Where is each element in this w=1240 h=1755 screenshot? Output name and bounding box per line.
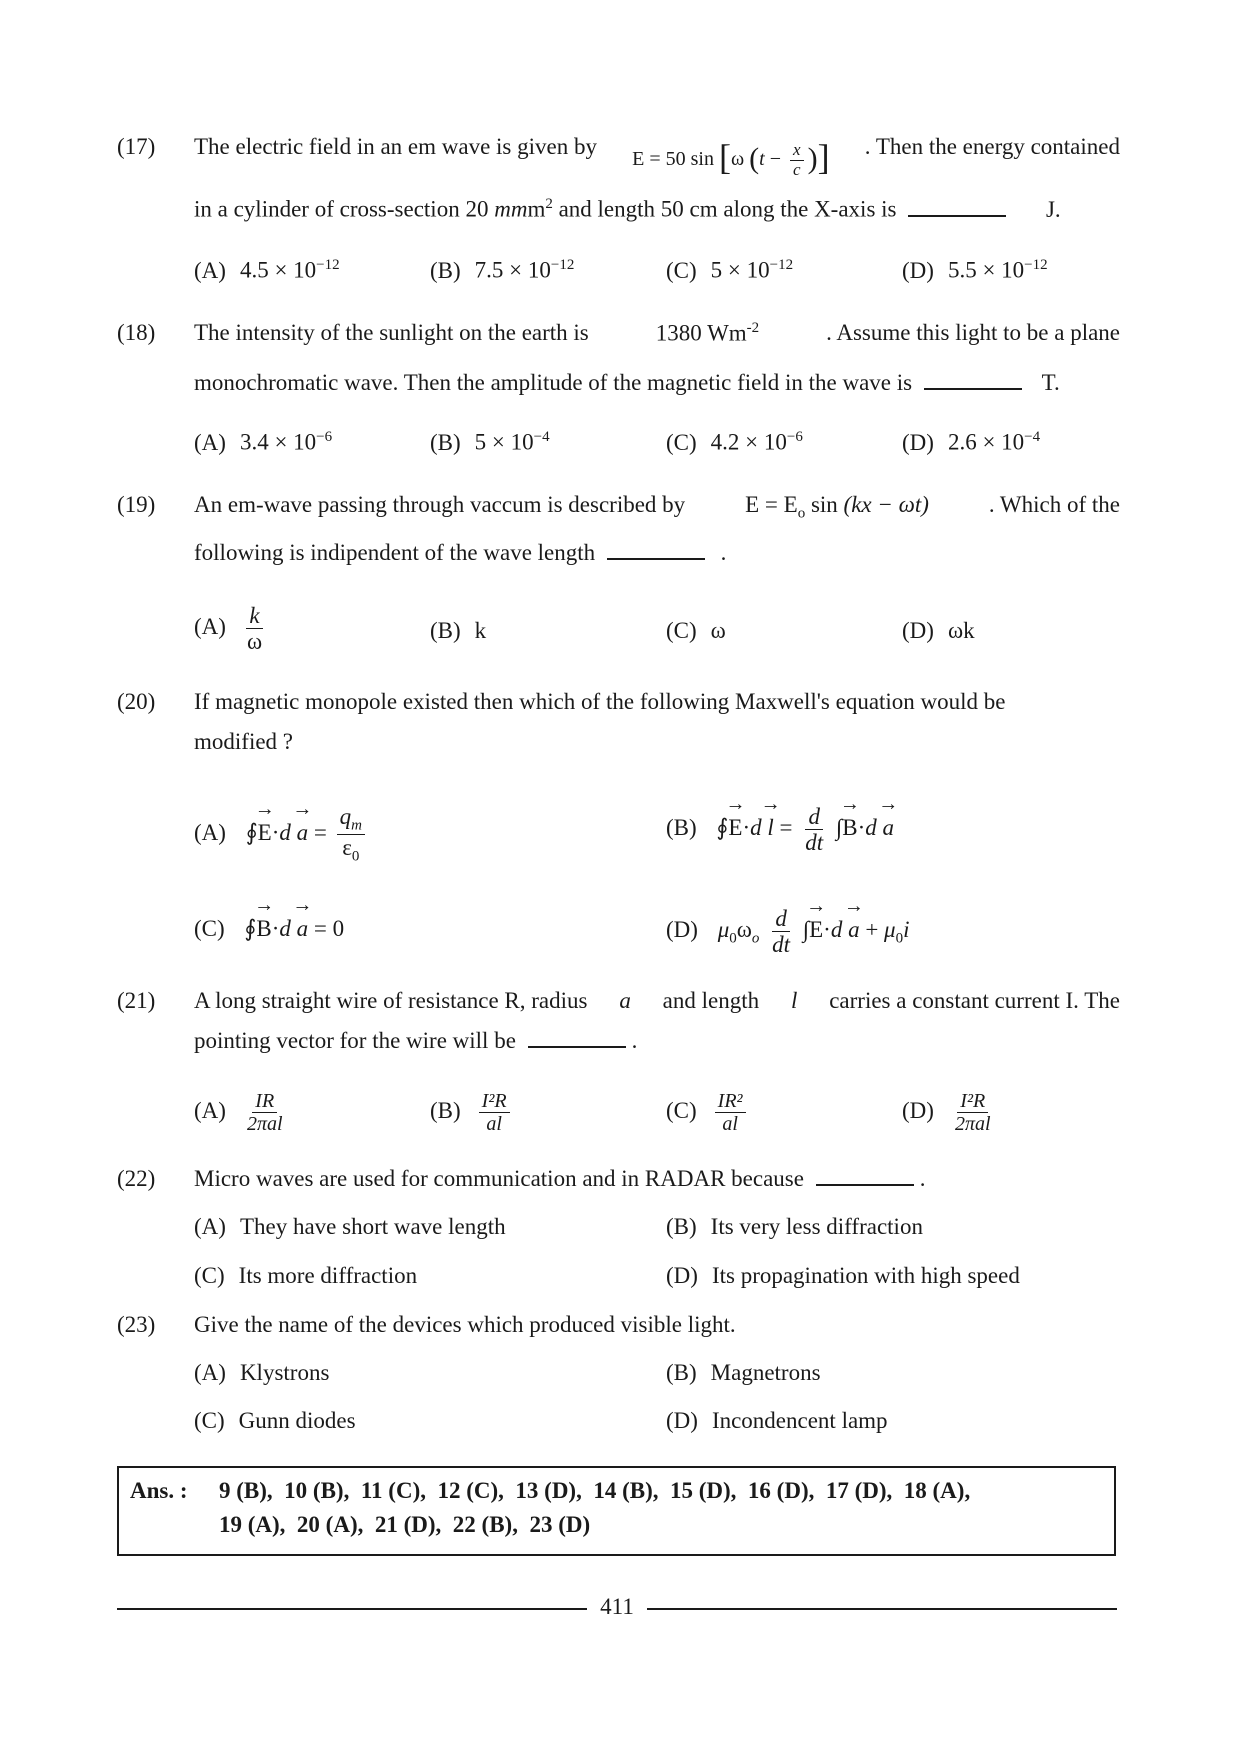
option-label: (D) <box>666 917 698 943</box>
q17-text3: in a cylinder of cross-section 20 <box>194 196 489 222</box>
option-fraction <box>802 804 826 856</box>
mu-symbol: μ <box>884 917 896 943</box>
option-label: (A) <box>194 1097 226 1123</box>
fraction-num: I²R <box>957 1090 988 1113</box>
q21-a: a <box>619 988 631 1013</box>
q19-blank <box>607 540 705 560</box>
plus: + <box>865 917 879 943</box>
option-label: (C) <box>194 1408 225 1433</box>
fraction-den: ε <box>342 835 352 861</box>
answer-box <box>117 1466 1116 1556</box>
q23-option-c[interactable] <box>194 1408 356 1434</box>
q21-option-a[interactable] <box>194 1090 290 1135</box>
int-symbol: ∫ <box>802 917 810 943</box>
q17-sq: 2 <box>545 196 553 212</box>
q20-text2: modified ? <box>194 729 293 754</box>
q17-text5: J. <box>1045 196 1061 222</box>
q21-text5: . <box>631 1028 638 1053</box>
option-value: 4.5 × 10 <box>239 257 317 283</box>
oint-symbol: ∮ <box>245 819 258 845</box>
answer-line-2: 19 (A), 20 (A), 21 (D), 22 (B), 23 (D) <box>219 1512 591 1537</box>
q18-option-a[interactable] <box>194 429 332 456</box>
answer-line-1: 9 (B), 10 (B), 11 (C), 12 (C), 13 (D), 14 (B), 15 (D), 16 (D), 17 (D), 18 (A), <box>219 1478 971 1503</box>
q23-number: (23) <box>117 1312 156 1337</box>
vector-a: → a <box>848 917 860 943</box>
d-symbol: d <box>279 819 291 845</box>
q17-number: (17) <box>117 134 156 159</box>
fraction-den: al <box>722 1113 738 1135</box>
option-label: (D) <box>902 1097 934 1123</box>
q20-option-c[interactable] <box>194 916 344 942</box>
q23-text1: Give the name of the devices which produced visible light. <box>194 1312 736 1337</box>
q20-option-a[interactable] <box>194 804 369 865</box>
equals: = <box>313 819 327 845</box>
q18-blank <box>924 370 1022 390</box>
q21-option-c[interactable] <box>666 1090 750 1135</box>
option-label: (C) <box>666 618 697 643</box>
d-symbol: d <box>750 815 762 841</box>
option-label: (B) <box>666 1214 697 1239</box>
option-label: (C) <box>666 429 697 455</box>
q18-line2 <box>194 370 1060 396</box>
fraction-num: d <box>805 804 823 830</box>
equals-zero: = 0 <box>313 916 345 941</box>
option-value: 5.5 × 10 <box>947 257 1025 283</box>
q23-option-b[interactable] <box>666 1360 821 1386</box>
option-value: 4.2 × 10 <box>710 429 787 455</box>
option-label: (D) <box>666 1263 698 1288</box>
q18-exp: -2 <box>746 320 760 336</box>
q17-text1: The electric field in an em wave is given by <box>194 134 597 159</box>
dot-symbol: · <box>271 916 280 941</box>
option-label: (B) <box>430 257 461 283</box>
option-label: (A) <box>194 1214 226 1239</box>
q22-option-a[interactable] <box>194 1214 506 1240</box>
q20-line1 <box>194 689 1120 715</box>
q22-line1 <box>194 1166 925 1192</box>
q18-text1: The intensity of the sunlight on the earth is <box>194 320 589 345</box>
q20-option-d[interactable] <box>666 906 909 958</box>
q20-line2 <box>194 729 293 755</box>
q21-number: (21) <box>117 988 156 1013</box>
q22-text2: . <box>919 1166 926 1191</box>
option-label: (A) <box>194 257 226 283</box>
q20-text1: If magnetic monopole existed then which of the following Maxwell's equation would be <box>194 689 1006 714</box>
vector-a: → a <box>297 916 309 942</box>
q19-line2 <box>194 540 726 566</box>
option-fraction <box>337 804 365 865</box>
option-label: (C) <box>194 916 225 941</box>
q19-option-d[interactable] <box>902 618 975 644</box>
q17-equation: E = 50 sin [ω (t − $\frac{x}{c}$ )] <box>632 137 830 179</box>
option-label: (A) <box>194 429 226 455</box>
i-symbol: i <box>903 917 910 943</box>
q23-line1 <box>194 1312 736 1338</box>
int-symbol: ∫ <box>835 815 843 841</box>
option-value: ωk <box>947 618 975 643</box>
option-fraction <box>244 603 265 655</box>
option-label: (D) <box>666 1408 698 1433</box>
q20-option-b[interactable]: (B) ∮→ E·d → l = $\frac{d}{dt}$ ∫→ B·d → a <box>666 804 894 856</box>
mu-sub: 0 <box>895 930 904 947</box>
q19-option-c[interactable] <box>666 618 726 644</box>
q17-line2: in a cylinder of cross-section 20 mmm$^2$ and length 50 cm along the X-axis is J. <box>194 196 1061 222</box>
footer-rule-right <box>647 1608 1117 1610</box>
oint-symbol: ∮ <box>716 815 729 841</box>
option-value: Gunn diodes <box>238 1408 356 1433</box>
q17-x-over-c <box>790 141 804 179</box>
q17-option-b[interactable] <box>430 257 574 284</box>
option-value: k <box>474 618 487 643</box>
q18-line1 <box>194 320 1120 347</box>
q19-text3: following is indipendent of the wave length <box>194 540 596 565</box>
q19-arg: (kx − ωt) <box>843 492 929 517</box>
q19-sin: sin <box>810 492 838 517</box>
q17-option-d[interactable] <box>902 257 1048 284</box>
q18-val: 1380 Wm <box>655 320 747 346</box>
option-value: Its very less diffraction <box>710 1214 923 1239</box>
option-exp: −4 <box>1024 429 1041 445</box>
option-exp: −6 <box>786 429 803 445</box>
q21-text4: pointing vector for the wire will be <box>194 1028 516 1053</box>
q21-text2: and length <box>662 988 760 1013</box>
answer-label: Ans. : <box>130 1478 188 1503</box>
q19-text2: . Which of the <box>988 492 1120 517</box>
q22-option-c[interactable] <box>194 1263 417 1289</box>
option-exp: −6 <box>316 429 333 445</box>
fraction-num: IR² <box>715 1090 746 1113</box>
fraction-den: 2πal <box>954 1113 991 1135</box>
vector-b: → B <box>256 916 271 942</box>
option-label: (B) <box>666 1360 697 1385</box>
q17-option-a[interactable] <box>194 257 340 284</box>
fraction-den: dt <box>805 830 824 856</box>
vector-l: → l <box>767 815 773 841</box>
q17-c: c <box>793 159 801 179</box>
q18-text3: monochromatic wave. Then the amplitude of the magnetic field in the wave is <box>194 370 913 395</box>
q21-option-d[interactable] <box>902 1090 998 1135</box>
fraction-num: q <box>339 804 352 829</box>
q18-option-d[interactable] <box>902 429 1040 456</box>
q21-option-b[interactable] <box>430 1090 514 1135</box>
q18-text2: . Assume this light to be a plane <box>826 320 1120 345</box>
q18-text4: T. <box>1041 370 1060 395</box>
option-value: ω <box>710 618 726 643</box>
omega-symbol: ω <box>736 917 752 943</box>
option-fraction <box>244 1090 286 1135</box>
q19-text4: . <box>720 540 727 565</box>
d-symbol: d <box>865 815 877 841</box>
option-exp: −4 <box>533 429 550 445</box>
vector-a: → a <box>882 815 894 841</box>
option-value: Incondencent lamp <box>711 1408 888 1433</box>
q21-blank <box>528 1028 626 1048</box>
fraction-num-sub: m <box>351 817 362 834</box>
mu-sub: 0 <box>729 930 737 947</box>
fraction-num: k <box>246 603 262 629</box>
fraction-num: IR <box>252 1090 277 1113</box>
page-number: 411 <box>600 1594 634 1619</box>
q22-number: (22) <box>117 1166 156 1191</box>
option-label: (C) <box>666 257 697 283</box>
option-label: (B) <box>666 815 697 841</box>
q17-text2: . Then the energy contained <box>864 134 1120 159</box>
mu-symbol: μ <box>717 917 730 943</box>
option-label: (B) <box>430 429 461 455</box>
q21-text1: A long straight wire of resistance R, radius <box>194 988 588 1013</box>
q17-mm: mm <box>494 196 528 222</box>
q21-text3: carries a constant current I. The <box>829 988 1120 1013</box>
q22-text1: Micro waves are used for communication and in RADAR because <box>194 1166 804 1191</box>
option-fraction <box>715 1090 746 1135</box>
dot-symbol: · <box>742 815 751 841</box>
option-fraction <box>952 1090 994 1135</box>
option-value: Klystrons <box>239 1360 330 1385</box>
q17-t: t <box>759 148 765 170</box>
q19-eq-sub: o <box>797 505 806 522</box>
fraction-den-sub: 0 <box>351 848 360 865</box>
q18-option-b[interactable] <box>430 429 550 456</box>
option-exp: −12 <box>550 257 575 273</box>
option-label: (A) <box>194 1360 226 1385</box>
d-symbol: d <box>830 917 843 943</box>
q18-value <box>656 320 759 347</box>
q17-x: x <box>790 141 804 161</box>
oint-symbol: ∮ <box>244 916 257 941</box>
option-exp: −12 <box>1024 257 1048 273</box>
q18-number: (18) <box>117 320 156 345</box>
equals: = <box>779 815 793 841</box>
vector-e: → E <box>809 917 823 943</box>
fraction-den: ω <box>246 629 263 655</box>
q19-equation <box>745 492 929 523</box>
q21-line1 <box>194 988 1120 1014</box>
footer-rule-left <box>117 1608 587 1610</box>
option-label: (D) <box>902 618 934 643</box>
option-value: 3.4 × 10 <box>239 429 317 455</box>
fraction-den: al <box>486 1113 502 1135</box>
q22-blank <box>816 1166 914 1186</box>
q19-option-a[interactable] <box>194 603 269 655</box>
fraction-den: 2πal <box>246 1113 283 1135</box>
q22-option-d[interactable] <box>666 1263 1020 1289</box>
option-label: (B) <box>430 1097 461 1123</box>
option-label: (A) <box>194 819 226 845</box>
q17-text4: and length 50 cm along the X-axis is <box>558 196 897 222</box>
vector-e: → E <box>728 815 742 841</box>
option-label: (D) <box>902 429 934 455</box>
option-label: (B) <box>430 618 461 643</box>
option-value: 5 × 10 <box>710 257 770 283</box>
q22-option-b[interactable] <box>666 1214 923 1240</box>
omega-sub: o <box>751 930 760 947</box>
option-value: Its more diffraction <box>238 1263 418 1288</box>
fraction-num: d <box>772 906 790 932</box>
q17-omega: ω <box>731 148 745 170</box>
dot-symbol: · <box>271 819 280 845</box>
option-value: 7.5 × 10 <box>474 257 551 283</box>
option-value: 5 × 10 <box>474 429 534 455</box>
q17-minus: − <box>769 148 782 170</box>
q17-line1 <box>194 134 1120 182</box>
q21-line2 <box>194 1028 637 1054</box>
q17-option-c[interactable] <box>666 257 793 284</box>
option-exp: −12 <box>316 257 340 273</box>
q23-option-d[interactable] <box>666 1408 888 1434</box>
fraction-num: I²R <box>479 1090 510 1113</box>
q19-text1: An em-wave passing through vaccum is described by <box>194 492 686 517</box>
option-value: Its propagination with high speed <box>711 1263 1020 1288</box>
option-exp: −12 <box>769 257 794 273</box>
q19-option-b[interactable] <box>430 618 486 644</box>
option-fraction <box>479 1090 510 1135</box>
option-value: Magnetrons <box>710 1360 821 1385</box>
vector-a: → a <box>297 820 309 846</box>
option-fraction <box>769 906 793 958</box>
option-value: They have short wave length <box>239 1214 506 1239</box>
q18-option-c[interactable] <box>666 429 803 456</box>
option-label: (C) <box>666 1097 697 1123</box>
vector-e: → E <box>258 820 272 846</box>
vector-b: → B <box>842 815 857 841</box>
q19-eq: E = E <box>745 492 798 517</box>
q19-line1 <box>194 492 1120 523</box>
dot-symbol: · <box>823 917 831 943</box>
q20-number: (20) <box>117 689 156 714</box>
q17-eq-lhs: E = 50 sin <box>632 148 714 170</box>
fraction-den: dt <box>772 932 791 958</box>
q17-blank <box>908 197 1006 217</box>
d-symbol: d <box>279 916 291 941</box>
option-value: 2.6 × 10 <box>947 429 1025 455</box>
option-label: (A) <box>194 614 226 640</box>
q19-number: (19) <box>117 492 156 517</box>
option-label: (C) <box>194 1263 225 1288</box>
q21-l: l <box>790 988 798 1013</box>
option-label: (D) <box>902 257 934 283</box>
q23-option-a[interactable] <box>194 1360 329 1386</box>
